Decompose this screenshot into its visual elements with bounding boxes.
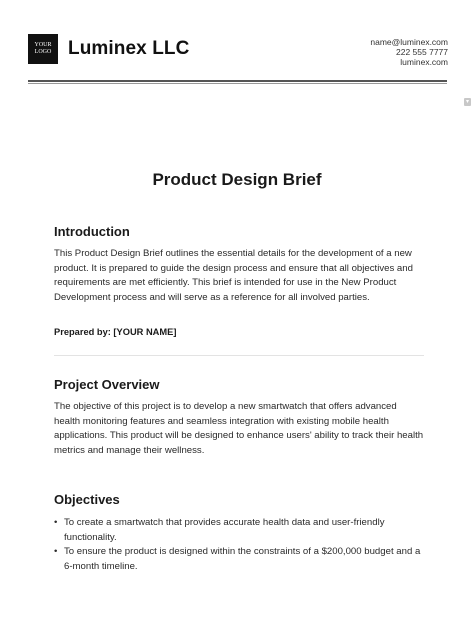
logo-line-2: LOGO [34,49,52,55]
list-item [54,516,424,545]
header-rule-top [28,80,447,82]
bullet-icon: • [54,517,58,528]
header-rule-bottom [28,83,447,84]
contact-email: name@luminex.com [370,37,448,47]
bullet-icon: • [54,546,58,557]
company-logo [28,34,58,64]
bookmark-icon[interactable]: ▾ [465,99,469,105]
introduction-body: This Product Design Brief outlines the essential details for the development of a new product. It is prepared to guide the design process and ensure that all objectives and requirements are met efficiently. This brief is intended for use in the New Product Development process and will serve as a reference for all involved parties. [54,248,413,303]
logo-line-1: YOUR [34,42,52,48]
objectives-heading: Objectives [54,492,120,507]
introduction-heading: Introduction [54,224,130,239]
project-overview-body: The objective of this project is to develop a new smartwatch that offers advanced health monitoring features and seamless integration with existing mobile health applications. This product will be designed to enhance users' ability to track their health metrics and manage their wellness. [54,401,424,456]
prepared-by: Prepared by: [YOUR NAME] [54,327,177,337]
list-item [54,545,424,574]
contact-website: luminex.com [400,57,448,67]
objectives-list [54,516,424,574]
contact-phone: 222 555 7777 [396,47,448,57]
objective-text: To create a smartwatch that provides accurate health data and user-friendly functionality. [64,517,385,543]
contact-block [370,37,448,67]
objective-text: To ensure the product is designed within the constraints of a $200,000 budget and a 6-month timeline. [64,546,421,572]
company-name: Luminex LLC [68,38,190,59]
section-divider [54,355,424,356]
document-title: Product Design Brief [152,170,322,189]
project-overview-heading: Project Overview [54,377,160,392]
